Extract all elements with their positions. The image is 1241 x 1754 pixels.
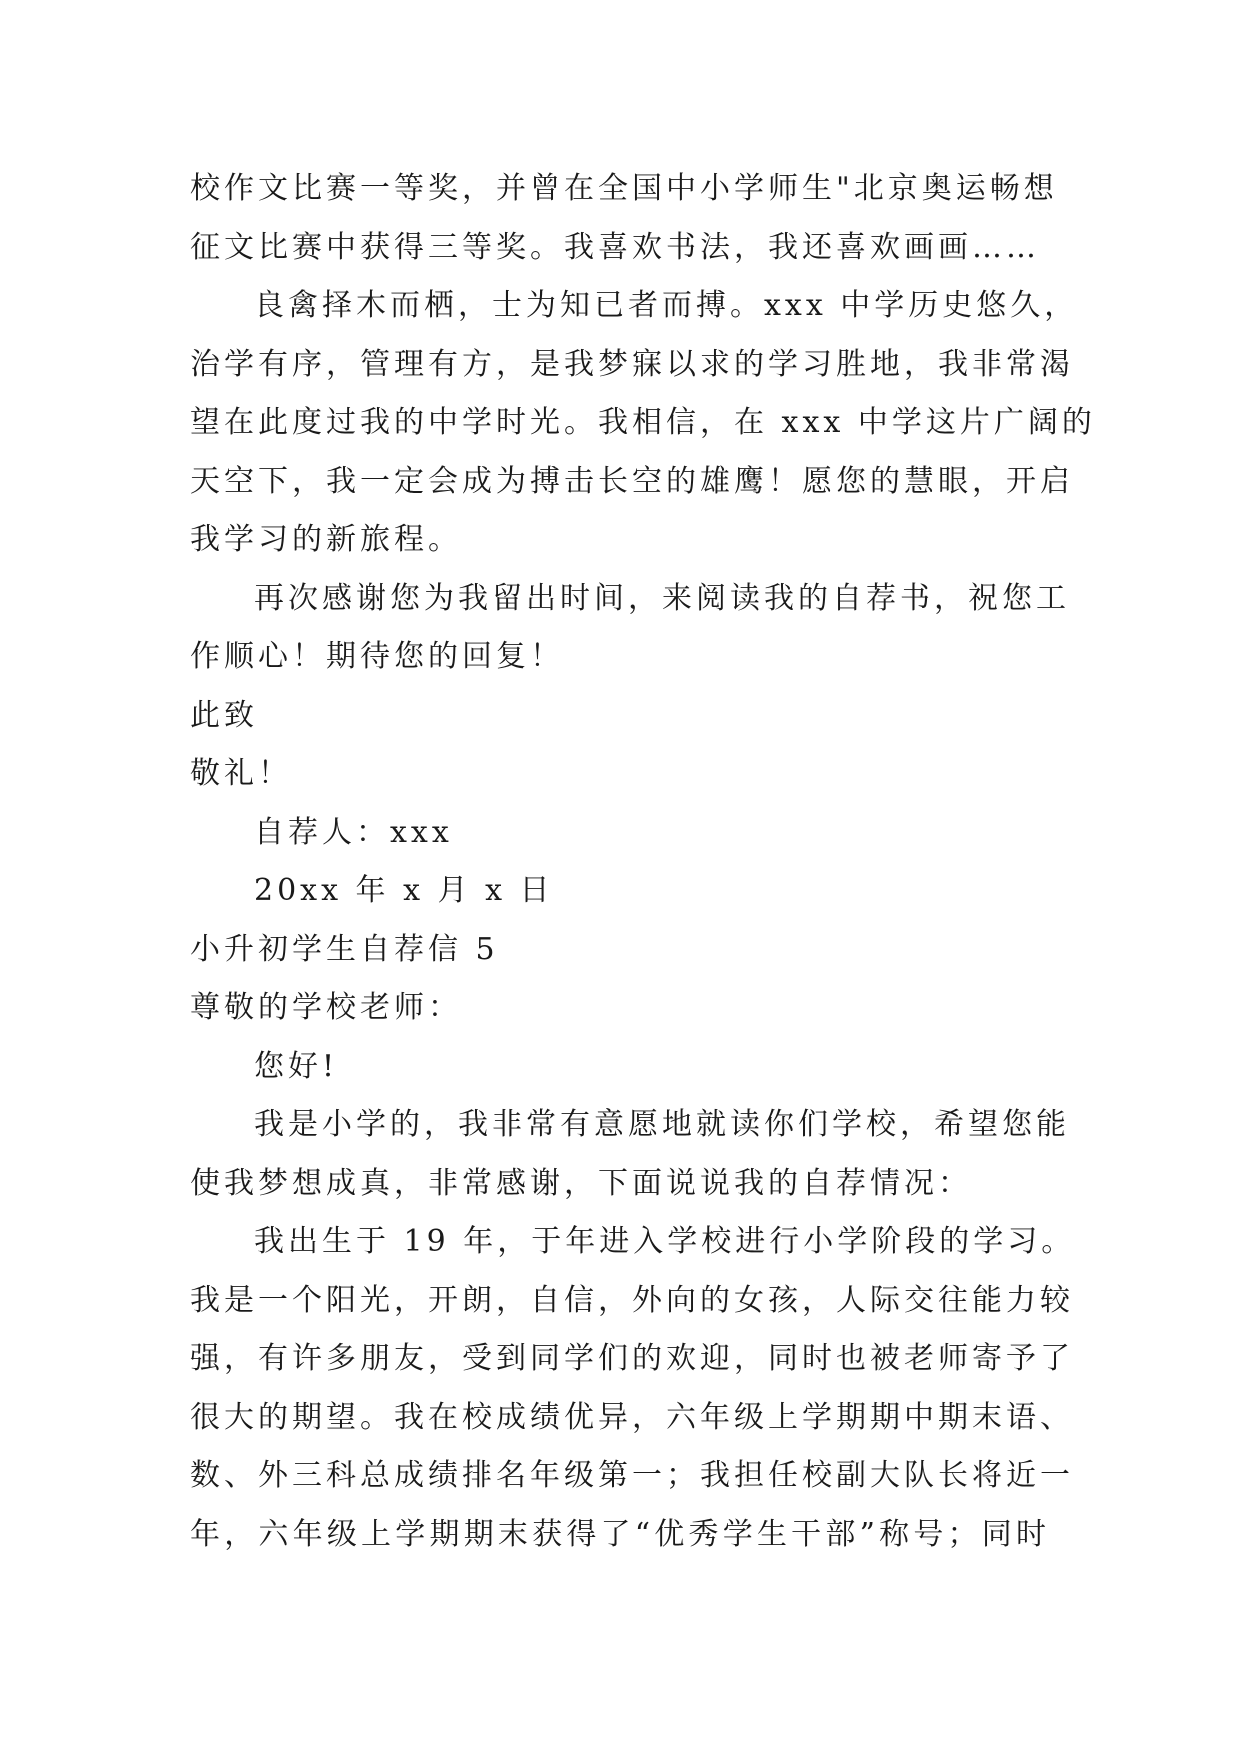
text-line: 良禽择木而栖，士为知已者而搏。xxx 中学历史悠久， <box>254 288 1079 323</box>
text-line: 使我梦想成真，非常感谢，下面说说我的自荐情况： <box>190 1165 972 1201</box>
text-line: 征文比赛中获得三等奖。我喜欢书法，我还喜欢画画…… <box>190 229 1040 265</box>
text-line: 天空下，我一定会成为搏击长空的雄鹰！愿您的慧眼，开启 <box>190 463 1074 499</box>
document-body <box>190 160 1096 1564</box>
text-line: 再次感谢您为我留出时间，来阅读我的自荐书，祝您工 <box>254 580 1070 616</box>
text-line: 年，六年级上学期期末获得了“优秀学生干部”称号；同时 <box>190 1516 1050 1552</box>
text-line: 作顺心！期待您的回复！ <box>190 639 564 674</box>
text-line: 治学有序，管理有方，是我梦寐以求的学习胜地，我非常渴 <box>190 346 1074 382</box>
text-line: 很大的期望。我在校成绩优异，六年级上学期期中期末语、 <box>190 1399 1074 1435</box>
date-line: 20xx 年 x 月 x 日 <box>254 873 554 908</box>
text-line: 望在此度过我的中学时光。我相信，在 xxx 中学这片广阔的 <box>190 405 1096 440</box>
closing-line: 此致 <box>190 697 258 733</box>
text-line: 校作文比赛一等奖，并曾在全国中小学师生"北京奥运畅想 <box>190 171 1058 206</box>
section-title: 小升初学生自荐信 5 <box>190 931 499 967</box>
greeting-line: 您好! <box>254 1048 339 1084</box>
salutation-line: 敬礼！ <box>190 756 292 791</box>
text-line: 我学习的新旅程。 <box>190 522 462 557</box>
greeting-line: 尊敬的学校老师： <box>190 990 462 1025</box>
text-line: 我出生于 19 年，于年进入学校进行小学阶段的学习。 <box>254 1224 1076 1259</box>
text-line: 数、外三科总成绩排名年级第一；我担任校副大队长将近一 <box>190 1458 1074 1493</box>
signature-line: 自荐人：xxx <box>254 814 453 850</box>
text-line: 强，有许多朋友，受到同学们的欢迎，同时也被老师寄予了 <box>190 1341 1074 1376</box>
text-line: 我是一个阳光，开朗，自信，外向的女孩，人际交往能力较 <box>190 1282 1074 1318</box>
text-line: 我是小学的，我非常有意愿地就读你们学校，希望您能 <box>254 1107 1070 1142</box>
